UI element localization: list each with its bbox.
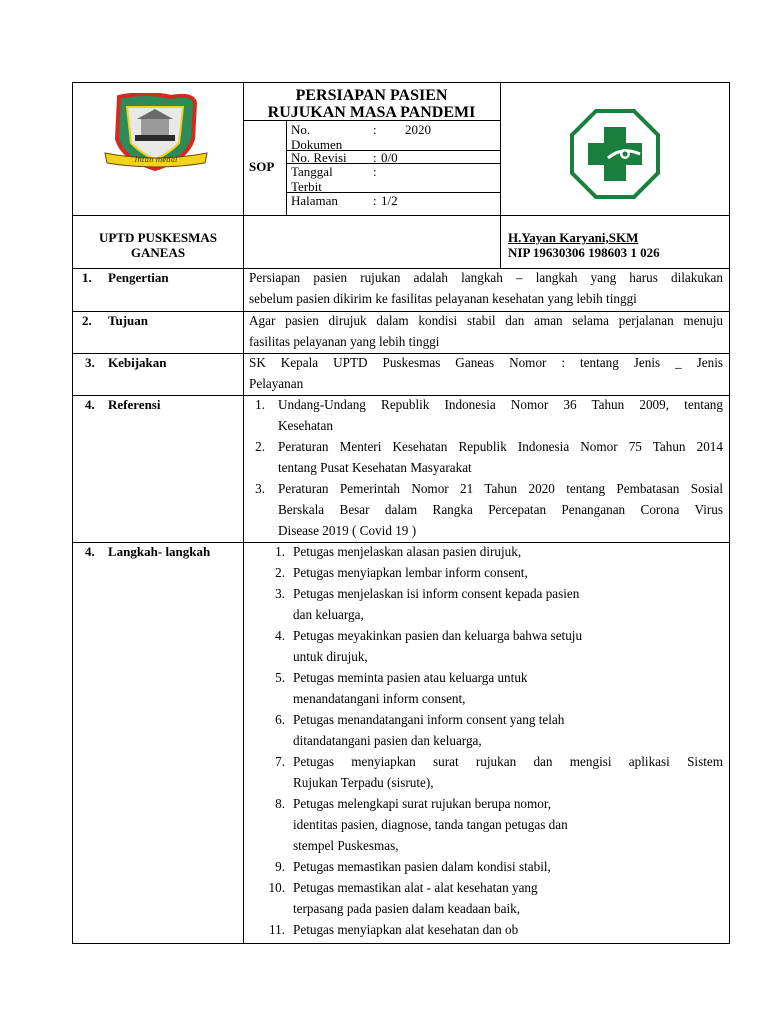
section-label-pengertian: Pengertian <box>108 270 169 285</box>
meta-colon: : <box>373 150 377 165</box>
meta-label-document-no: No. Dokumen <box>291 122 343 152</box>
section-label-kebijakan: Kebijakan <box>108 355 167 370</box>
divider <box>73 215 729 216</box>
section-label-langkah: Langkah- langkah <box>108 544 211 559</box>
meta-label-issue-date: Tanggal Terbit <box>291 164 333 194</box>
puskesmas-logo <box>570 109 660 199</box>
institution-name: UPTD PUSKESMAS GANEAS <box>98 230 218 260</box>
meta-colon: : <box>373 164 377 179</box>
meta-value-document-no: 2020 <box>405 122 431 137</box>
meta-colon: : <box>373 122 377 137</box>
kebijakan-text: SK Kepala UPTD Puskesmas Ganeas Nomor : tentang Jenis _ Jenis Pelayanan <box>249 355 723 391</box>
section-number: 4. <box>85 544 95 559</box>
divider <box>286 120 287 216</box>
svg-text:Intan medal: Intan medal <box>134 156 178 164</box>
meta-label-revision: No. Revisi <box>291 150 347 165</box>
meta-colon: : <box>373 193 377 208</box>
sop-document: Intan medal PERSIAPAN PASIEN RUJUKAN MASA PANDEMI SOP No. Dokumen : 2020 No. Revisi : 0/0 Tanggal Terbit : Halaman : 1/2 UPTD PUSKESMAS GANEAS H.Yayan Karyani,SKM NIP 19630306 198603 1 026 1. Pengertian 2. Tujuan 3. Kebijakan 4. Referensi 4. Langkah- langkah Persiapan pasien rujukan adalah langkah – langkah yang harus dilakukan sebelum pasien dikirim ke fasilitas pelayanan kesehatan yang lebih tinggi Agar pasien dirujuk dalam kondisi stabil dan aman selama perjalanan menuju fasilitas pelayanan yang lebih tinggi SK Kepala UPTD Puskesmas Ganeas Nomor : tentang Jenis _ Jenis Pelayanan 1. Undang-Undang Republik Indonesia Nomor 36 Tahun 2009, tentang Kesehatan 2. Peraturan Menteri Kesehatan Republik Indonesia Nomor 75 Tahun 2014 tentang Pusat Kesehatan Masyarakat 3. Peraturan Pemerintah Nomor 21 Tahun 2020 tentang Pembatasan Sosial Berskala Besar dalam Rangka Percepatan Penanganan Corona Virus Disease 2019 ( Covid 19 ) 1. Petugas menjelaskan alasan pasien dirujuk, 2. Petugas menyiapkan lembar inform consent, 3. Petugas menjelaskan isi inform consent kepada pasien dan keluarga, 4. Petugas meyakinkan pasien dan keluarga bahwa setuju untuk dirujuk, 5. Petugas meminta pasien atau keluarga untuk menandatangani inform consent, 6. Petugas menandatangani inform consent yang telah ditandatangani pasien dan keluarga, 7. Petugas menyiapkan surat rujukan dan mengisi aplikasi Sistem Rujukan Terpadu (sisrute), 8. Petugas melengkapi surat rujukan berupa nomor, identitas pasien, diagnose, tanda tangan petugas dan stempel Puskesmas, 9. Petugas memastikan pasien dalam kondisi stabil, 10. Petugas memastikan alat - alat kesehatan yang terpasang pada pasien dalam keadaan baik, 11. Petugas menyiapkan alat kesehatan dan ob <box>72 82 730 944</box>
meta-value-page: 1/2 <box>381 193 398 208</box>
regional-emblem <box>97 93 215 173</box>
signer-nip: NIP 19630306 198603 1 026 <box>508 245 660 260</box>
signer-name: H.Yayan Karyani,SKM <box>508 230 639 245</box>
document-title: PERSIAPAN PASIEN RUJUKAN MASA PANDEMI <box>267 87 476 121</box>
pengertian-text: Persiapan pasien rujukan adalah langkah – langkah yang harus dilakukan sebelum pasien dikirim ke fasilitas pelayanan kesehatan yang lebih tinggi <box>249 270 723 306</box>
sop-label: SOP <box>249 159 275 174</box>
divider <box>500 83 501 269</box>
section-label-referensi: Referensi <box>108 397 161 412</box>
section-number: 1. <box>82 270 92 285</box>
meta-label-page: Halaman <box>291 193 338 208</box>
divider <box>243 83 244 943</box>
section-number: 4. <box>85 397 95 412</box>
section-label-tujuan: Tujuan <box>108 313 148 328</box>
section-number: 3. <box>85 355 95 370</box>
meta-value-revision: 0/0 <box>381 150 398 165</box>
section-number: 2. <box>82 313 92 328</box>
tujuan-text: Agar pasien dirujuk dalam kondisi stabil dan aman selama perjalanan menuju fasilitas pelayanan yang lebih tinggi <box>249 313 723 349</box>
